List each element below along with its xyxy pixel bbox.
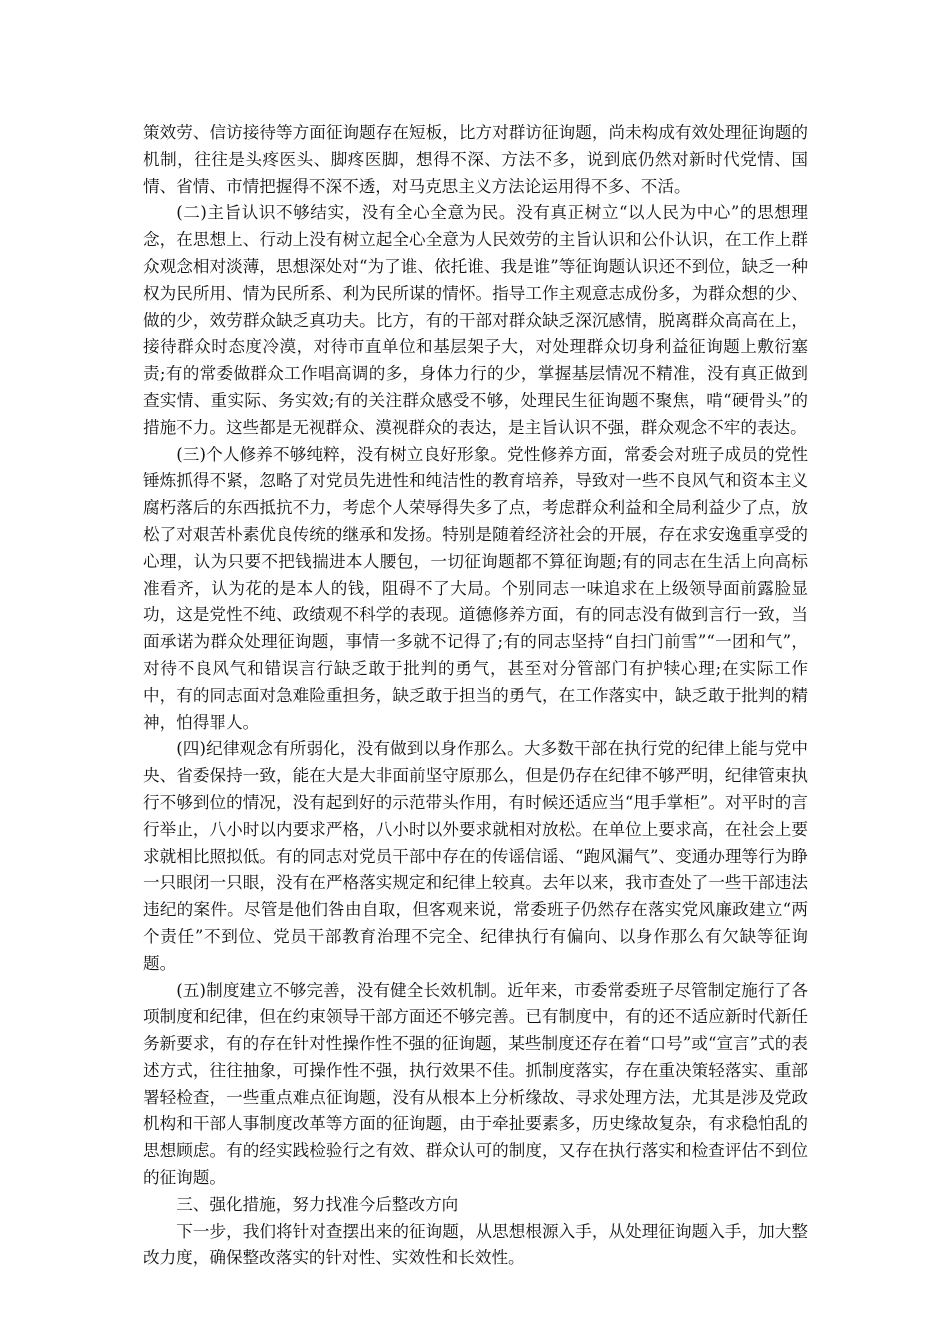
- document-page: [143, 120, 808, 1272]
- paragraph-continuation: 策效劳、信访接待等方面征询题存在短板，比方对群访征询题，尚未构成有效处理征询题的机制，往往是头疼医头、脚疼医脚，想得不深、方法不多，说到底仍然对新时代党情、国情、省情、市情把握得不深不透，对马克思主义方法论运用得不多、不活。: [143, 123, 808, 196]
- paragraph-section-2: (二)主旨认识不够结实，没有全心全意为民。没有真正树立“以人民为中心”的思想理念，在思想上、行动上没有树立起全心全意为人民效劳的主旨认识和公仆认识，在工作上群众观念相对淡薄，思想深处对“为了谁、依托谁、我是谁”等征询题认识还不到位，缺乏一种权为民所用、情为民所系、利为民所谋的情怀。指导工作主观意志成份多，为群众想的少、做的少，效劳群众缺乏真功夫。比方，有的干部对群众缺乏深沉感情，脱离群众高高在上，接待群众时态度冷漠，对待市直单位和基层架子大，对处理群众切身利益征询题上敷衍塞责;有的常委做群众工作唱高调的多，身体力行的少，掌握基层情况不精准，没有真正做到查实情、重实际、务实效;有的关注群众感受不够，处理民生征询题不聚焦，啃“硬骨头”的措施不力。这些都是无视群众、漠视群众的表达，是主旨认识不强，群众观念不牢的表达。: [143, 203, 808, 437]
- paragraph-section-5: (五)制度建立不够完善，没有健全长效机制。近年来，市委常委班子尽管制定施行了各项制度和纪律，但在约束领导干部方面还不够完善。已有制度中，有的还不适应新时代新任务新要求，有的存在针对性操作性不强的征询题，某些制度还存在着“口号”或“宣言”式的表述方式，往往抽象，可操作性不强，执行效果不佳。抓制度落实，存在重决策轻落实、重部署轻检查，一些重点难点征询题，没有从根本上分析缘故、寻求处理方法，尤其是涉及党政机构和干部人事制度改革等方面的征询题，由于牵扯要素多，历史缘故复杂，有求稳怕乱的思想顾虑。有的经实践检验行之有效、群众认可的制度，又存在执行落实和检查评估不到位的征询题。: [143, 980, 808, 1188]
- paragraph-next-steps: 下一步，我们将针对查摆出来的征询题，从思想根源入手，从处理征询题入手，加大整改力度，确保整改落实的针对性、实效性和长效性。: [143, 1221, 808, 1268]
- section-heading-three: 三、强化措施，努力找准今后整改方向: [176, 1194, 459, 1214]
- paragraph-section-3: (三)个人修养不够纯粹，没有树立良好形象。党性修养方面，常委会对班子成员的党性锤炼抓得不紧，忽略了对党员先进性和纯洁性的教育培养，导致对一些不良风气和资本主义腐朽落后的东西抵抗不力，考虑个人荣辱得失多了点，考虑群众利益和全局利益少了点，放松了对艰苦朴素优良传统的继承和发扬。特别是随着经济社会的开展，存在求安逸重享受的心理，认为只要不把钱揣进本人腰包，一切征询题都不算征询题;有的同志在生活上向高标准看齐，认为花的是本人的钱，阻碍不了大局。个别同志一味追求在上级领导面前露脸显功，这是党性不纯、政绩观不科学的表现。道德修养方面，有的同志没有做到言行一致，当面承诺为群众处理征询题，事情一多就不记得了;有的同志坚持“自扫门前雪”“一团和气”，对待不良风气和错误言行缺乏敢于批判的勇气，甚至对分管部门有护犊心理;在实际工作中，有的同志面对急难险重担务，缺乏敢于担当的勇气，在工作落实中，缺乏敢于批判的精神，怕得罪人。: [143, 444, 808, 732]
- paragraph-section-4: (四)纪律观念有所弱化，没有做到以身作那么。大多数干部在执行党的纪律上能与党中央、省委保持一致，能在大是大非面前坚守原那么，但是仍存在纪律不够严明，纪律管束执行不够到位的情况，没有起到好的示范带头作用，有时候还适应当“甩手掌柜”。对平时的言行举止，八小时以内要求严格，八小时以外要求就相对放松。在单位上要求高，在社会上要求就相比照拟低。有的同志对党员干部中存在的传谣信谣、“跑风漏气”、变通办理等行为睁一只眼闭一只眼，没有在严格落实规定和纪律上较真。去年以来，我市查处了一些干部违法违纪的案件。尽管是他们咎由自取，但客观来说，常委班子仍然存在落实党风廉政建立“两个责任”不到位、党员干部教育治理不完全、纪律执行有偏向、以身作那么有欠缺等征询题。: [143, 739, 808, 973]
